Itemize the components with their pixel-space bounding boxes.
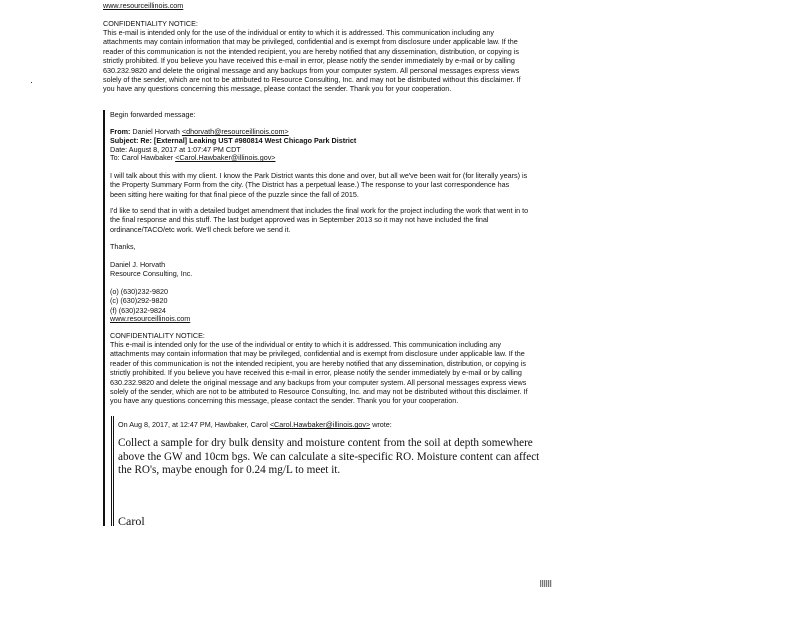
body-line: been sitting here waiting for that final piece of the puzzle since the fall of 2015.: [110, 189, 359, 199]
confidentiality-line: solely of the sender, which are not to be attributed to Resource Consulting, Inc. and may not be distributed without this disclaimer. If: [103, 75, 521, 85]
confidentiality-line: reader of this communication is not the intended recipient, you are hereby notified that any dissemination, distribution, or copying is: [103, 46, 519, 56]
body-line: ordinance/TACO/etc work. We'll check before we send it.: [110, 224, 291, 234]
confidentiality-line: This e-mail is intended only for the use of the individual or entity to which it is addressed. This communication including any: [103, 28, 494, 37]
to-email-link[interactable]: <Carol.Hawbaker@illinois.gov>: [175, 153, 276, 162]
confidentiality-text-top: [103, 28, 521, 94]
from-value: Daniel Horvath: [132, 127, 182, 136]
confidentiality-title-bottom: CONFIDENTIALITY NOTICE:: [110, 331, 205, 340]
signature-phones: [110, 287, 168, 315]
phone-fax: (f) (630)232-9824: [110, 305, 166, 315]
confidentiality-title-top: CONFIDENTIALITY NOTICE:: [103, 19, 198, 28]
quoted-signature: Carol: [118, 514, 145, 528]
signature-website-link[interactable]: www.resourceillinois.com: [110, 314, 191, 323]
phone-cell: (c) (630)292-9820: [110, 296, 168, 306]
thanks-text: Thanks,: [110, 242, 136, 251]
scan-dot: [31, 82, 32, 83]
body-line: I'd like to send that in with a detailed budget amendment that includes the final work for the project including the work that went in to: [110, 206, 529, 215]
phone-office: (o) (630)232-9820: [110, 287, 168, 296]
confidentiality-line: you have any questions concerning this message, please contact the sender. Thank you for your cooperation.: [110, 396, 459, 406]
quoted-intro-prefix: On Aug 8, 2017, at 12:47 PM, Hawbaker, Carol: [118, 420, 270, 429]
scan-stamp: [540, 580, 552, 587]
forwarded-from: [110, 127, 289, 136]
quoted-intro-suffix: wrote:: [370, 420, 392, 429]
confidentiality-line: This e-mail is intended only for the use of the individual or entity to which it is addressed. This communication including any: [110, 340, 501, 349]
quoted-intro: [118, 420, 392, 429]
confidentiality-line: solely of the sender, which are not to be attributed to Resource Consulting, Inc. and may not be distributed without this disclaimer. If: [110, 387, 528, 397]
quoted-line: above the GW and 10cm bgs. We can calculate a site-specific RO. Moisture content can affect: [118, 450, 540, 463]
signature-company: Resource Consulting, Inc.: [110, 269, 193, 278]
confidentiality-line: 630.232.9820 and delete the original message and any backups from your computer system. All personal messages express views: [103, 65, 520, 75]
confidentiality-line: reader of this communication is not the intended recipient, you are hereby notified that any dissemination, distribution, or copying is: [110, 358, 526, 368]
to-label: To: Carol Hawbaker: [110, 153, 176, 162]
from-label: From:: [110, 127, 131, 136]
header-website-link[interactable]: www.resourceillinois.com: [103, 1, 184, 10]
signature-name: Daniel J. Horvath: [110, 260, 166, 269]
forwarded-subject: Subject: Re: [External] Leaking UST #980814 West Chicago Park District: [110, 136, 357, 145]
quote-bar-inner-1: [111, 416, 112, 526]
forwarded-to: [110, 153, 276, 162]
quoted-line: Collect a sample for dry bulk density and moisture content from the soil at depth somewhere: [118, 437, 533, 449]
body-paragraph-1: [110, 171, 527, 199]
confidentiality-line: strictly prohibited. If you believe you have received this e-mail in error, please notify the sender immediately by e-mail or by calling: [110, 368, 522, 378]
confidentiality-text-bottom: [110, 340, 528, 406]
quote-bar-outer: [103, 110, 105, 526]
body-paragraph-2: [110, 206, 528, 234]
body-line: the Property Summary Form from the city. (The District has a perpetual lease.) The response to your last correspondence has: [110, 180, 510, 190]
confidentiality-line: 630.232.9820 and delete the original message and any backups from your computer system. All personal messages express views: [110, 377, 527, 387]
from-email-link[interactable]: <dhorvath@resourceillinois.com>: [181, 127, 289, 136]
quote-bar-inner-2: [113, 416, 114, 526]
forwarded-date: Date: August 8, 2017 at 1:07:47 PM CDT: [110, 145, 241, 154]
quoted-email-link[interactable]: <Carol.Hawbaker@illinois.gov>: [269, 420, 371, 429]
body-line: the final response and this stuff. The last budget approved was in September 2013 so it may not have included the final: [110, 215, 489, 225]
quoted-line: the RO's, maybe enough for 0.24 mg/L to meet it.: [118, 464, 341, 477]
quoted-body: [118, 437, 539, 478]
begin-forwarded-label: Begin forwarded message:: [110, 110, 196, 119]
confidentiality-line: you have any questions concerning this message, please contact the sender. Thank you for your cooperation.: [103, 84, 452, 94]
confidentiality-line: strictly prohibited. If you believe you have received this e-mail in error, please notify the sender immediately by e-mail or by calling: [103, 56, 515, 66]
confidentiality-line: attachments may contain information that may be privileged, confidential and is exempt from disclosure under applicable law. If the: [110, 349, 525, 359]
body-line: I will talk about this with my client. I know the Park District wants this done and over, but all we've been wait for (for literally years) is: [110, 171, 528, 180]
confidentiality-line: attachments may contain information that may be privileged, confidential and is exempt from disclosure under applicable law. If the: [103, 37, 518, 47]
